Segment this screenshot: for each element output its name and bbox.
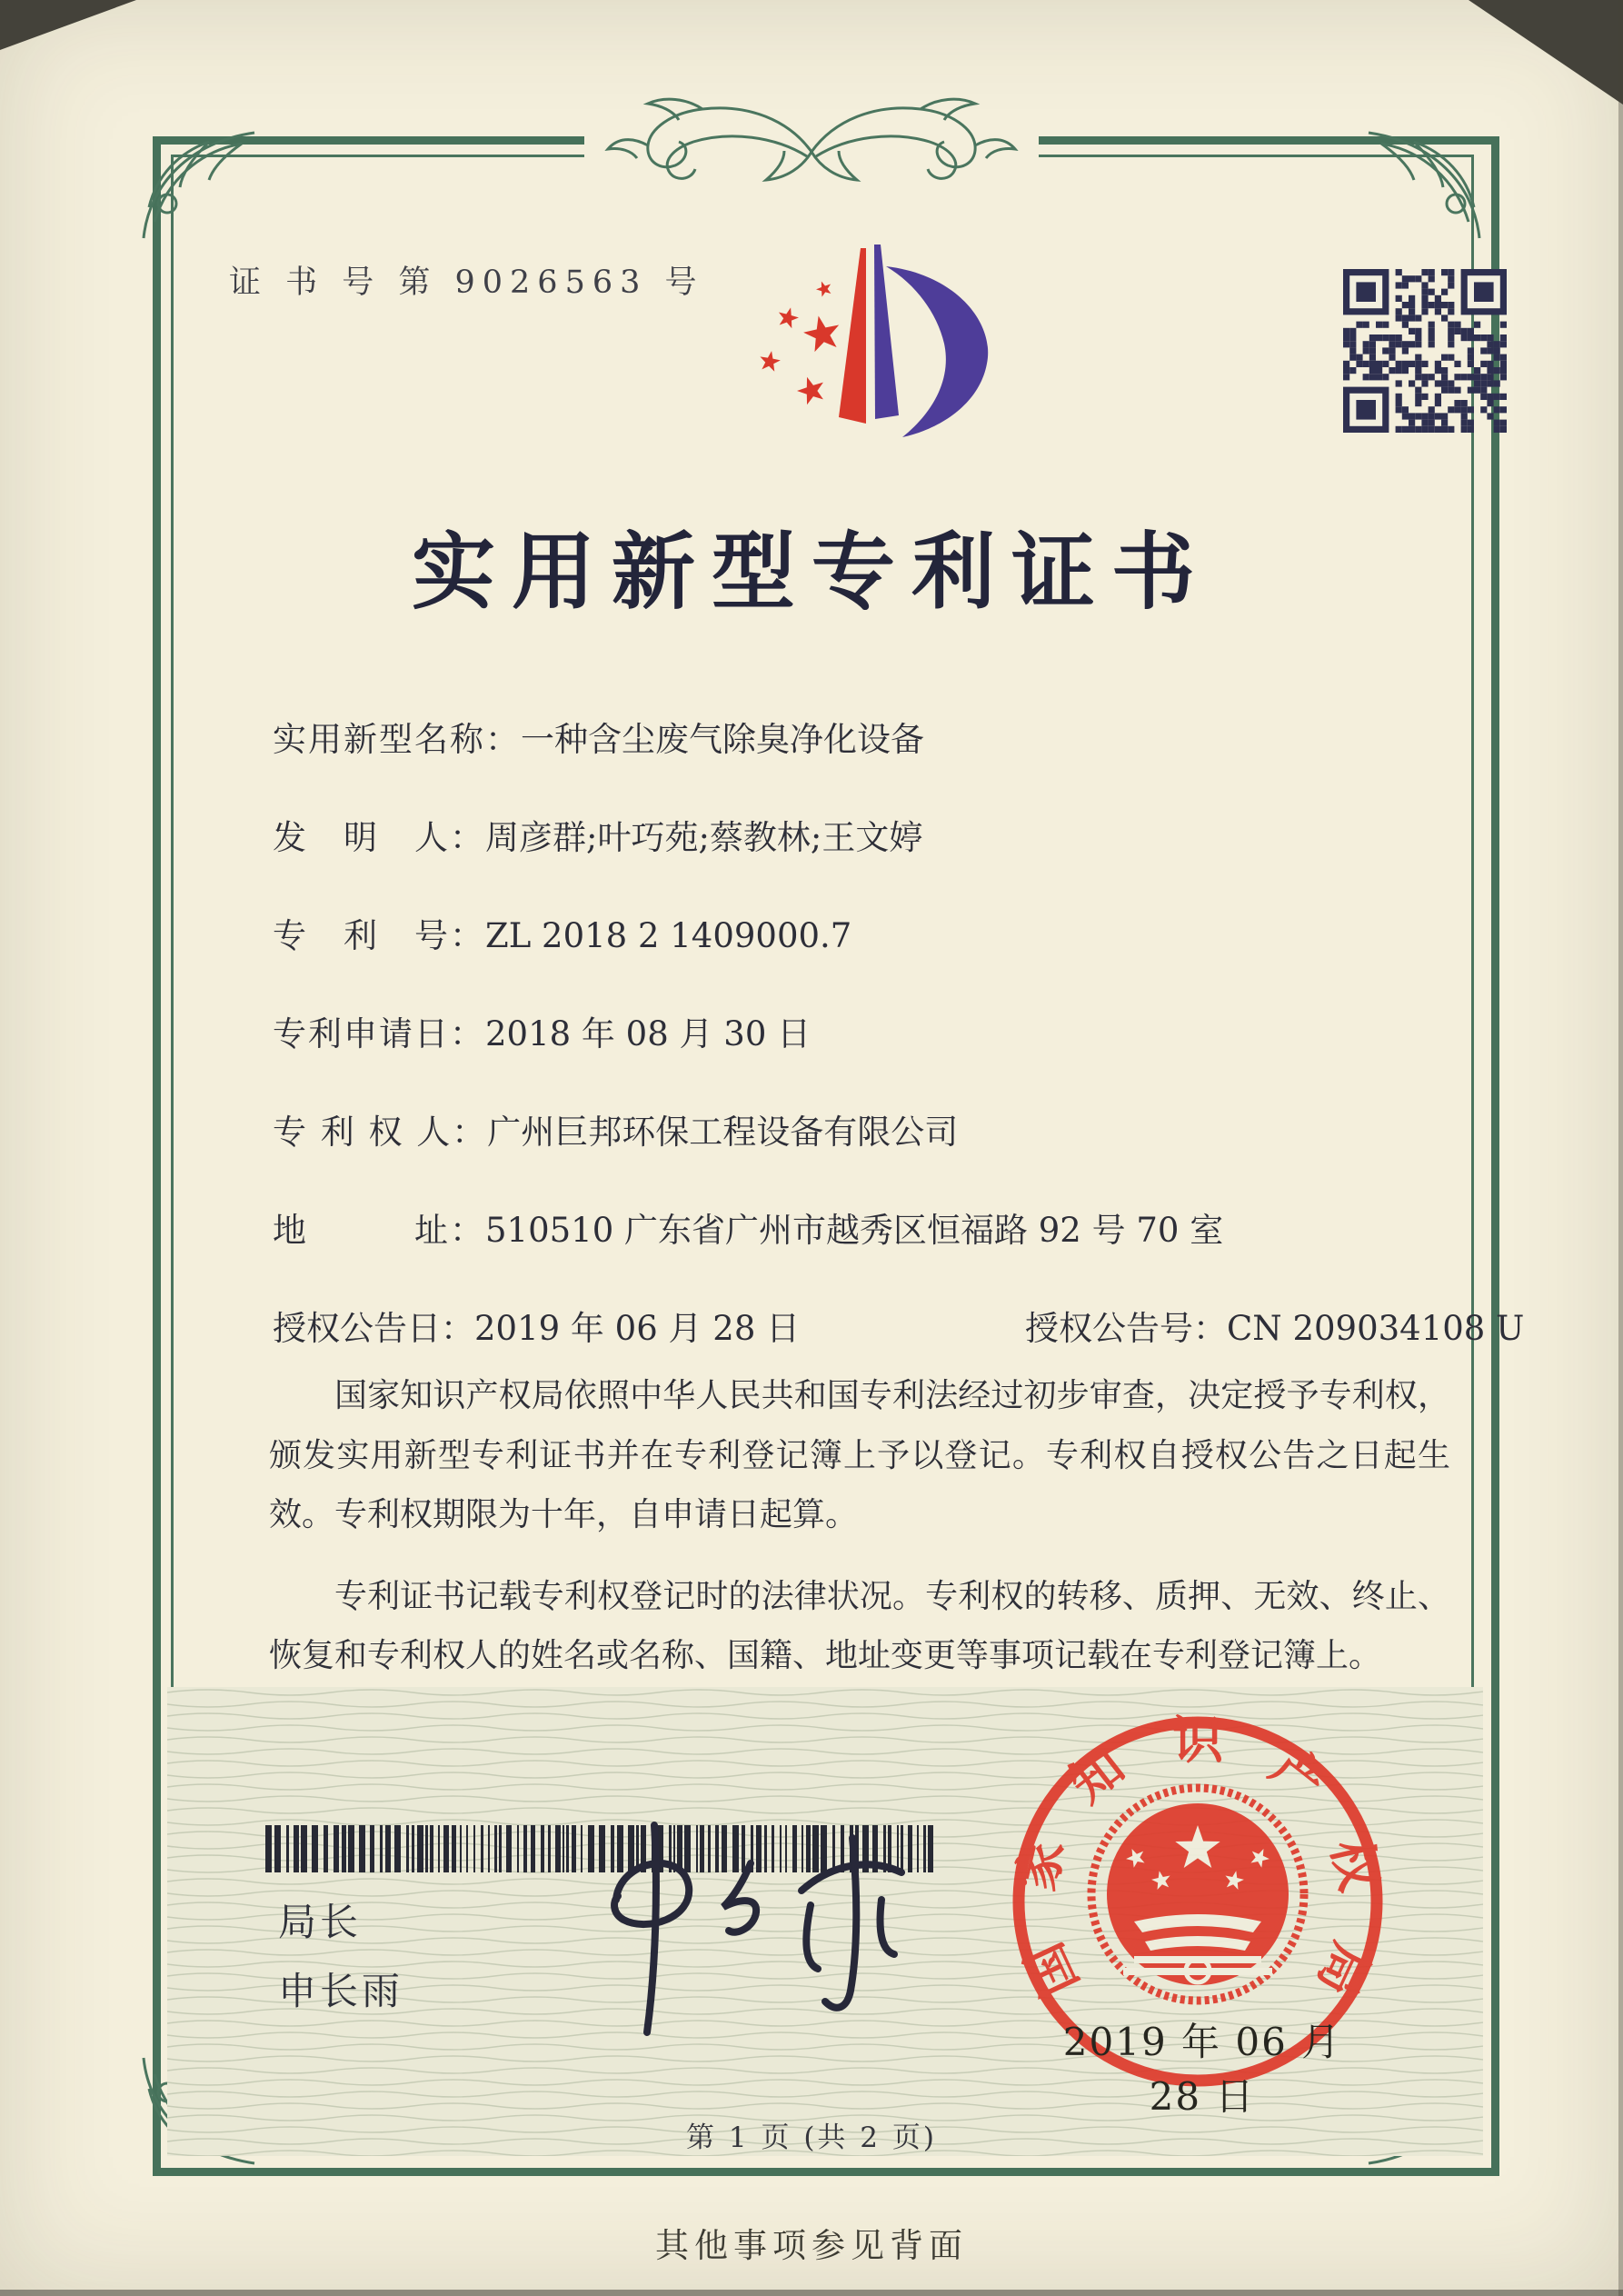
field-value: 周彦群;叶巧苑;蔡教林;王文婷	[485, 818, 923, 857]
barcode-stripe	[460, 1825, 462, 1872]
barcode-stripe	[466, 1825, 468, 1872]
barcode-stripe	[548, 1825, 551, 1872]
barcode-stripe	[494, 1825, 497, 1872]
barcode-stripe	[430, 1825, 433, 1872]
legal-text	[269, 1366, 1450, 1686]
field-patentee	[273, 1104, 958, 1153]
field-label: 专利申请日：	[273, 1014, 485, 1053]
barcode-stripe	[359, 1825, 365, 1872]
legal-paragraph-1: 国家知识产权局依照中华人民共和国专利法经过初步审查，决定授予专利权，颁发实用新型专利证书并在专利登记簿上予以登记。专利权自授权公告之日起生效。专利权期限为十年，自申请日起算。	[269, 1377, 1450, 1534]
field-inventors	[273, 810, 922, 859]
seal-char: 家	[1006, 1833, 1076, 1897]
barcode-stripe	[425, 1825, 428, 1872]
qr-code	[1343, 269, 1507, 433]
barcode-stripe	[417, 1825, 423, 1872]
seal-char: 识	[1172, 1711, 1223, 1771]
barcode-stripe	[412, 1825, 414, 1872]
field-filing-date	[273, 1006, 811, 1055]
field-value: 2018 年 08 月 30 日	[485, 1014, 812, 1053]
page-number: 第 1 页 (共 2 页)	[686, 2121, 937, 2154]
seal-char: 权	[1319, 1833, 1389, 1897]
corner-flourish-icon	[136, 120, 273, 256]
scan-edge	[1618, 0, 1623, 2296]
grant-number	[1025, 1301, 1524, 1350]
certificate-number: 证 书 号 第 9026563 号	[229, 265, 704, 301]
field-value: 广州巨邦环保工程设备有限公司	[487, 1113, 959, 1152]
field-patent-number	[273, 908, 851, 957]
legal-paragraph-2: 专利证书记载专利权登记时的法律状况。专利权的转移、质押、无效、终止、恢复和专利权人的姓名或名称、国籍、地址变更等事项记载在专利登记簿上。	[269, 1577, 1450, 1675]
seal-char: 知	[1058, 1735, 1136, 1815]
barcode-stripe	[531, 1825, 535, 1872]
barcode-stripe	[370, 1825, 374, 1872]
barcode-stripe	[541, 1825, 544, 1872]
barcode-stripe	[265, 1825, 272, 1872]
barcode-stripe	[523, 1825, 527, 1872]
barcode-stripe	[481, 1825, 483, 1872]
barcode-stripe	[342, 1825, 346, 1872]
back-side-note: 其他事项参见背面	[655, 2226, 968, 2265]
scan-edge	[0, 2290, 1623, 2296]
barcode-stripe	[452, 1825, 456, 1872]
barcode-stripe	[380, 1825, 383, 1872]
field-utility-model-name	[273, 712, 924, 761]
scan-edge-corner	[1469, 0, 1623, 105]
grant-no-value: CN 209034108 U	[1227, 1309, 1525, 1348]
cnipa-logo-icon	[759, 235, 995, 466]
field-address	[273, 1203, 1223, 1252]
signer-title: 局长	[278, 1900, 363, 1944]
certificate-title: 实用新型专利证书	[411, 523, 1211, 621]
barcode-stripe	[286, 1825, 289, 1872]
barcode-stripe	[312, 1825, 318, 1872]
barcode-stripe	[324, 1825, 328, 1872]
seal-char: 国	[1014, 1933, 1090, 2006]
field-value: 510510 广东省广州市越秀区恒福路 92 号 70 室	[485, 1211, 1224, 1250]
corner-flourish-icon	[1350, 120, 1487, 256]
barcode-stripe	[406, 1825, 409, 1872]
seal-char: 局	[1305, 1933, 1381, 2006]
field-value: 一种含尘废气除臭净化设备	[521, 720, 924, 759]
barcode-stripe	[473, 1825, 475, 1872]
field-label: 发 明 人：	[273, 818, 485, 857]
barcode-stripe	[438, 1825, 440, 1872]
field-label: 地 址：	[273, 1211, 485, 1250]
field-label: 专 利 权 人：	[273, 1113, 488, 1152]
barcode-stripe	[294, 1825, 299, 1872]
signer-name: 申长雨	[278, 1969, 404, 2013]
signature	[563, 1811, 963, 2056]
barcode-stripe	[301, 1825, 307, 1872]
barcode-stripe	[334, 1825, 339, 1872]
barcode-stripe	[555, 1825, 561, 1872]
barcode-stripe	[443, 1825, 449, 1872]
seal-date: 2019 年 06 月 28 日	[1062, 2020, 1342, 2119]
barcode-stripe	[488, 1825, 490, 1872]
grant-no-label: 授权公告号：	[1025, 1309, 1227, 1348]
barcode-stripe	[394, 1825, 401, 1872]
barcode-stripe	[506, 1825, 512, 1872]
grant-date-label: 授权公告日：	[273, 1309, 474, 1348]
field-grant-announcement	[273, 1301, 1525, 1350]
barcode-stripe	[499, 1825, 502, 1872]
barcode-stripe	[274, 1825, 281, 1872]
scan-edge-corner	[0, 0, 136, 50]
grant-date-value: 2019 年 06 月 28 日	[474, 1309, 801, 1348]
barcode-stripe	[385, 1825, 391, 1872]
barcode-stripe	[517, 1825, 519, 1872]
barcode-stripe	[348, 1825, 354, 1872]
field-label: 专 利 号：	[273, 916, 485, 955]
seal-char: 产	[1260, 1735, 1338, 1815]
field-value: ZL 2018 2 1409000.7	[485, 916, 852, 955]
field-label: 实用新型名称：	[273, 720, 521, 759]
top-scroll-ornament-icon	[584, 65, 1039, 193]
